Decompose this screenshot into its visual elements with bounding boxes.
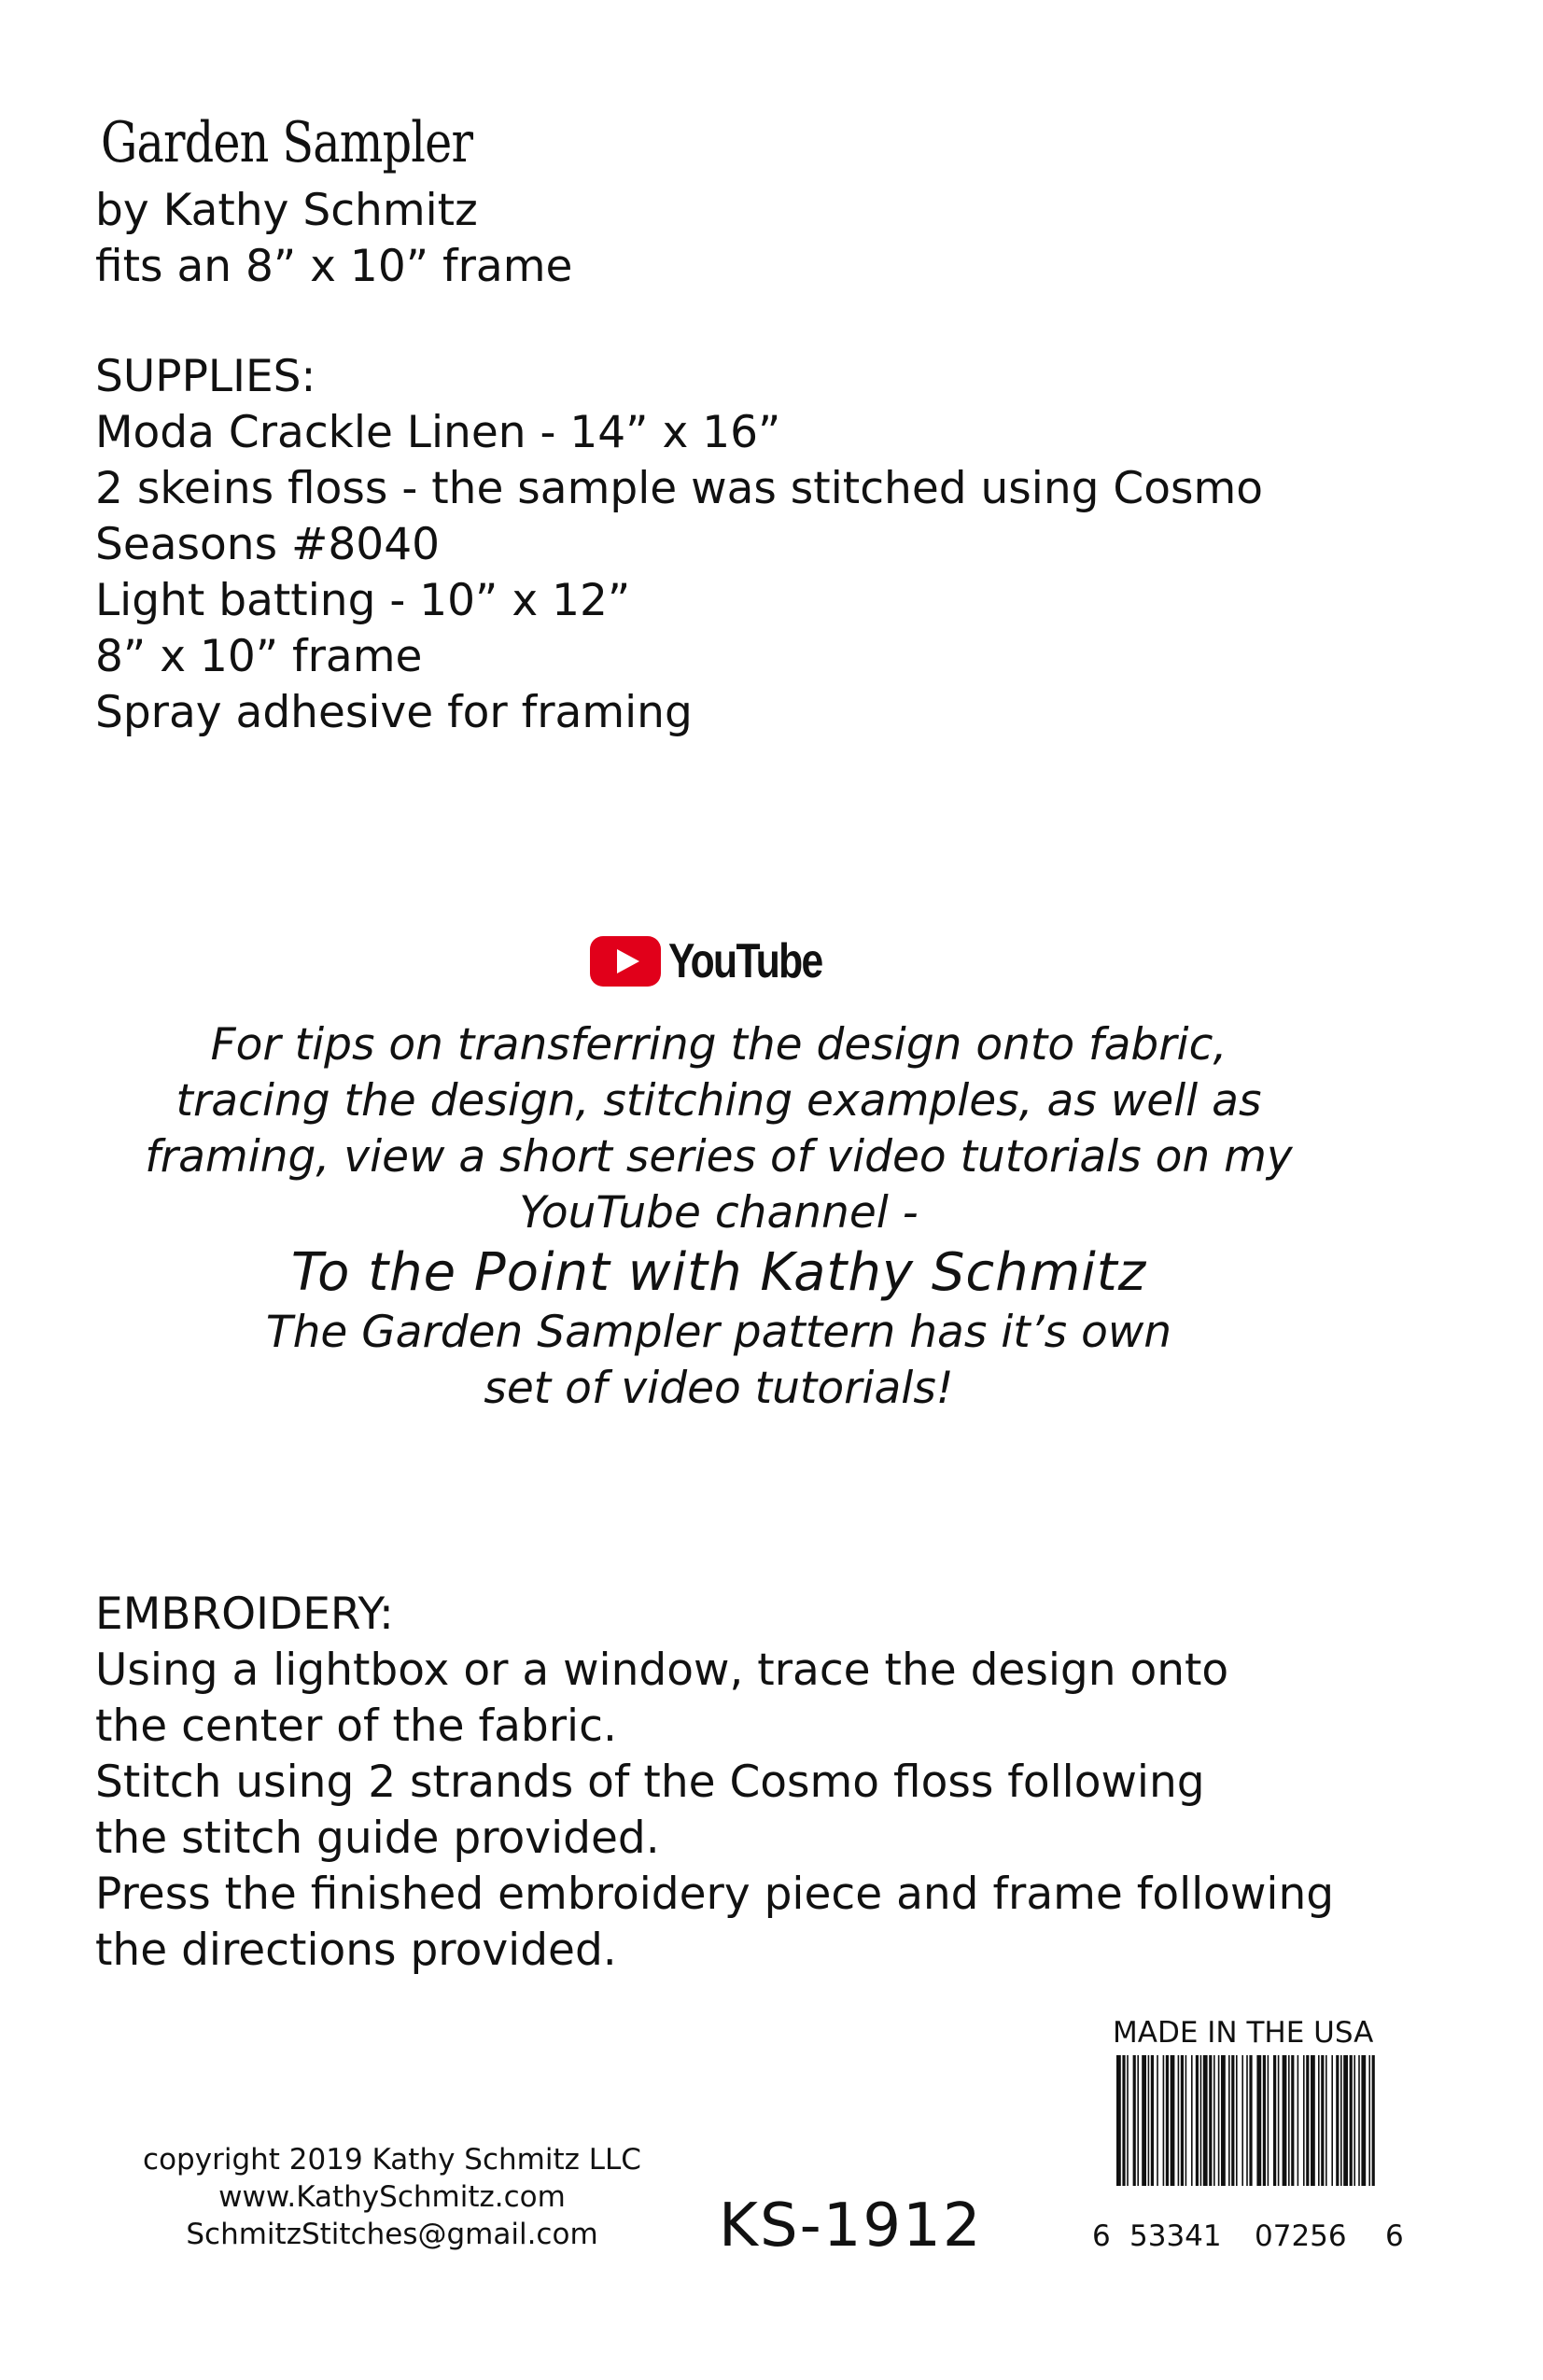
barcode-bar	[1221, 2055, 1226, 2186]
barcode-bar	[1209, 2055, 1212, 2186]
barcode-bar	[1122, 2055, 1125, 2186]
embroidery-instructions	[95, 1643, 1334, 1979]
barcode-bar	[1246, 2055, 1248, 2186]
barcode-bar	[1171, 2055, 1175, 2186]
barcode-bar	[1185, 2055, 1187, 2186]
barcode-bar	[1196, 2055, 1199, 2186]
barcode-bar	[1336, 2055, 1339, 2186]
barcode-bar	[1311, 2055, 1315, 2186]
supply-item: 8” x 10” frame	[95, 631, 423, 682]
youtube-play-icon	[590, 936, 661, 987]
barcode	[1116, 2055, 1376, 2186]
barcode-bar	[1303, 2055, 1305, 2186]
supplies-list	[95, 405, 1263, 741]
barcode-bar	[1142, 2055, 1146, 2186]
barcode-bar	[1213, 2055, 1215, 2186]
barcode-bar	[1306, 2055, 1309, 2186]
barcode-bar	[1263, 2055, 1266, 2186]
barcode-bar	[1358, 2055, 1360, 2186]
supplies-heading: SUPPLIES:	[95, 351, 316, 402]
instruction-line: Press the finished embroidery piece and frame following	[95, 1869, 1335, 1920]
instruction-line: the directions provided.	[95, 1925, 617, 1976]
supply-item: Spray adhesive for framing	[95, 687, 693, 738]
video-tutorials-paragraph	[75, 1017, 1363, 1417]
tips-line: framing, view a short series of video tutorials on my	[145, 1131, 1293, 1183]
tips-line: tracing the design, stitching examples, as well as	[175, 1075, 1262, 1127]
barcode-bar	[1157, 2055, 1158, 2186]
channel-name: To the Point with Kathy Schmitz	[290, 1242, 1147, 1303]
barcode-bar	[1178, 2055, 1180, 2186]
barcode-bar	[1228, 2055, 1230, 2186]
barcode-bar	[1236, 2055, 1238, 2186]
barcode-bar	[1137, 2055, 1139, 2186]
barcode-bar	[1218, 2055, 1220, 2186]
tips-line: For tips on transferring the design onto fabric,	[210, 1019, 1227, 1071]
barcode-bar	[1350, 2055, 1353, 2186]
barcode-bar	[1288, 2055, 1290, 2186]
barcode-bar	[1133, 2055, 1136, 2186]
barcode-digit-group: 53341	[1129, 2219, 1222, 2253]
barcode-bar	[1181, 2055, 1184, 2186]
barcode-bar	[1268, 2055, 1269, 2186]
barcode-bar	[1273, 2055, 1276, 2186]
barcode-bar	[1256, 2055, 1261, 2186]
barcode-bar	[1241, 2055, 1243, 2186]
supply-item: Moda Crackle Linen - 14” x 16”	[95, 407, 781, 458]
website-text: www.KathySchmitz.com	[218, 2180, 566, 2214]
supply-item: 2 skeins floss - the sample was stitched using Cosmo	[95, 463, 1264, 514]
author-byline: by Kathy Schmitz	[95, 185, 478, 236]
youtube-logo	[590, 933, 856, 989]
pattern-title: Garden Sampler	[101, 110, 473, 175]
barcode-bar	[1361, 2055, 1366, 2186]
barcode-bar	[1368, 2055, 1370, 2186]
barcode-bar	[1151, 2055, 1154, 2186]
copyright-block	[131, 2141, 653, 2253]
tips-line: The Garden Sampler pattern has it’s own	[265, 1307, 1172, 1358]
barcode-bar	[1127, 2055, 1129, 2186]
instruction-line: Stitch using 2 strands of the Cosmo floss following	[95, 1757, 1205, 1808]
barcode-digit-right: 6	[1385, 2219, 1404, 2253]
barcode-digit-left: 6	[1092, 2219, 1111, 2253]
barcode-bar	[1191, 2055, 1193, 2186]
supply-item: Seasons #8040	[95, 519, 441, 570]
youtube-wordmark: YouTube	[668, 934, 822, 988]
barcode-bar	[1340, 2055, 1342, 2186]
tips-line: set of video tutorials!	[484, 1363, 954, 1414]
tips-line: YouTube channel -	[519, 1187, 919, 1239]
barcode-bar	[1278, 2055, 1280, 2186]
instruction-line: the center of the fabric.	[95, 1701, 617, 1752]
made-in-usa-label: MADE IN THE USA	[1113, 2016, 1374, 2050]
barcode-bar	[1318, 2055, 1320, 2186]
instruction-line: Using a lightbox or a window, trace the design onto	[95, 1645, 1229, 1696]
barcode-bar	[1372, 2055, 1375, 2186]
barcode-bar	[1343, 2055, 1348, 2186]
barcode-bar	[1231, 2055, 1234, 2186]
barcode-bar	[1148, 2055, 1150, 2186]
barcode-bar	[1331, 2055, 1333, 2186]
barcode-bar	[1166, 2055, 1169, 2186]
barcode-bar	[1354, 2055, 1355, 2186]
instruction-line: the stitch guide provided.	[95, 1813, 660, 1864]
barcode-bar	[1298, 2055, 1299, 2186]
copyright-text: copyright 2019 Kathy Schmitz LLC	[143, 2143, 641, 2177]
supply-item: Light batting - 10” x 12”	[95, 575, 631, 626]
barcode-bar	[1116, 2055, 1121, 2186]
barcode-bar	[1326, 2055, 1327, 2186]
barcode-bar	[1203, 2055, 1208, 2186]
product-sku: KS-1912	[719, 2191, 983, 2261]
frame-size-note: fits an 8” x 10” frame	[95, 241, 573, 292]
barcode-bar	[1321, 2055, 1324, 2186]
email-text: SchmitzStitches@gmail.com	[186, 2218, 598, 2251]
barcode-bar	[1291, 2055, 1294, 2186]
embroidery-heading: EMBROIDERY:	[95, 1589, 394, 1640]
barcode-bar	[1163, 2055, 1165, 2186]
barcode-bar	[1249, 2055, 1252, 2186]
barcode-digit-group: 07256	[1255, 2219, 1347, 2253]
barcode-bar	[1283, 2055, 1287, 2186]
barcode-bar	[1200, 2055, 1202, 2186]
